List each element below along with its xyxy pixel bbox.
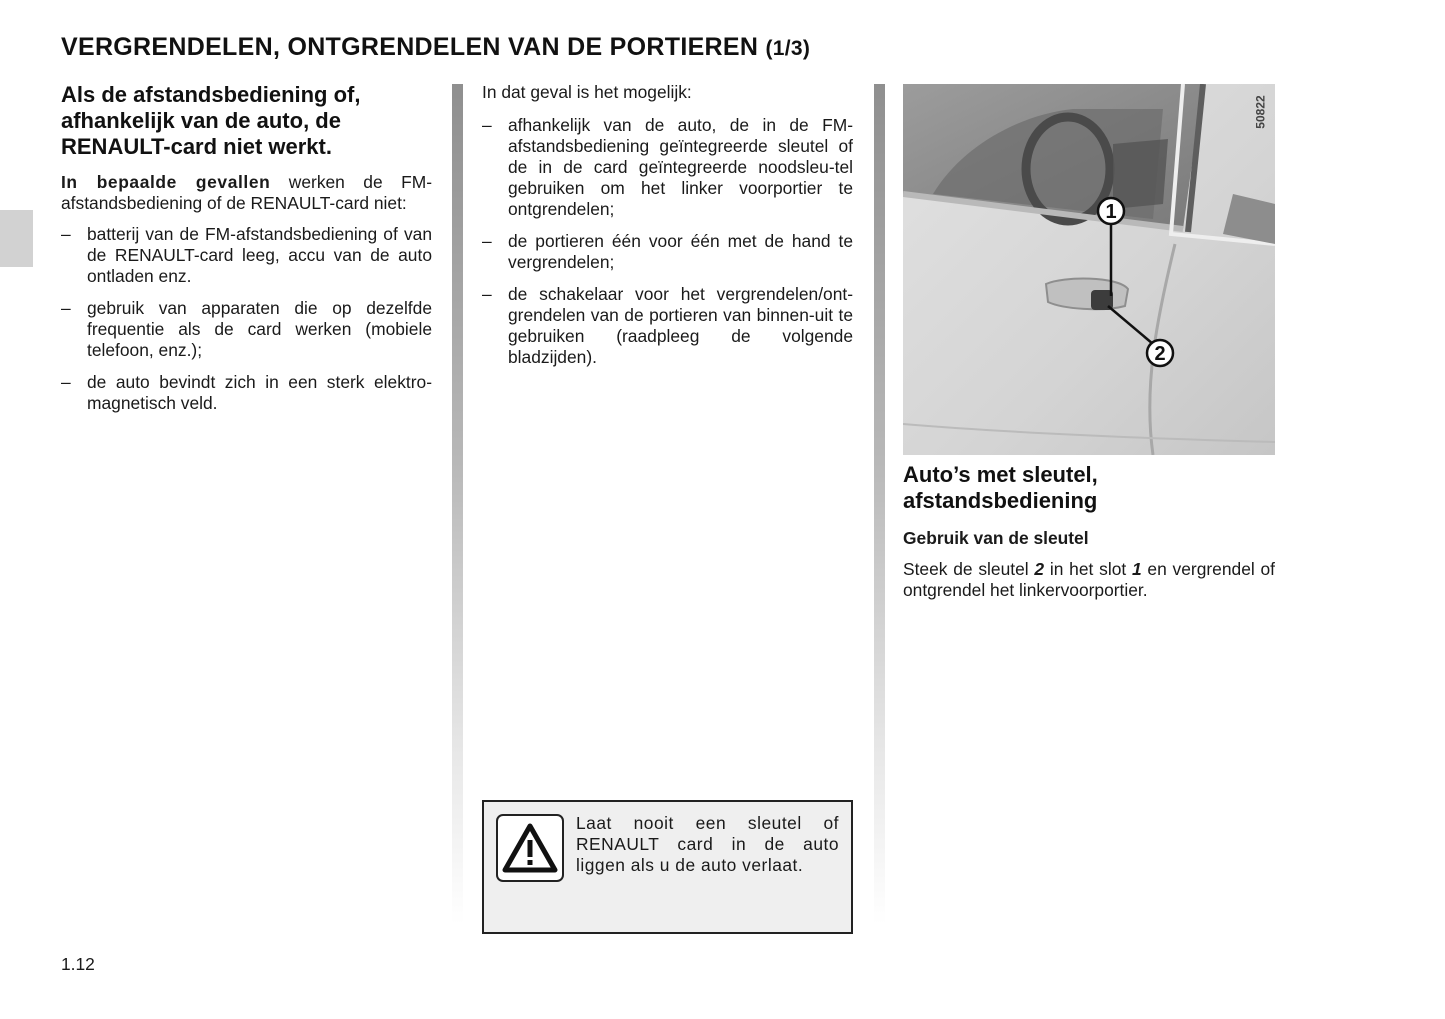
middle-intro: In dat geval is het mogelijk:: [482, 82, 692, 102]
middle-column: [482, 82, 853, 379]
callout-1-label: 1: [1105, 201, 1117, 223]
ref-lock: 1: [1131, 559, 1142, 579]
middle-dash-list: [482, 115, 853, 368]
chapter-side-tab: [0, 210, 33, 267]
list-item: – gebruik van apparaten die op dezelfde frequentie als de card werken (mobiele telefoon, enz.);: [61, 298, 432, 360]
list-item-text: gebruik van apparaten die op dezelfde frequentie als de card werken (mobiele telefoon, enz.);: [87, 298, 432, 360]
list-item: – batterij van de FM-afstandsbediening of van de RENAULT-card leeg, accu van de auto ontladen enz.: [61, 224, 432, 286]
page-title-text: VERGRENDELEN, ONTGRENDELEN VAN DE PORTIEREN: [61, 33, 759, 61]
callout-2-label: 2: [1154, 343, 1166, 365]
left-section-heading: Als de afstandsbediening of, afhankelijk van de auto, de RENAULT-card niet werkt.: [61, 82, 361, 159]
left-intro-bold: In bepaalde gevallen: [61, 172, 271, 192]
right-section-heading: Auto’s met sleutel, afstandsbediening: [903, 462, 1098, 513]
right-subheading: Gebruik van de sleutel: [903, 528, 1089, 548]
list-item-text: batterij van de FM-afstandsbediening of van de RENAULT-card leeg, accu van de auto ontladen enz.: [87, 224, 432, 286]
left-intro-rest: werken de FM-afstandsbediening of de RENAULT-card niet:: [61, 172, 432, 213]
warning-text: Laat nooit een sleutel of RENAULT card in de auto liggen als u de auto verlaat.: [576, 813, 839, 875]
list-item: – de portieren één voor één met de hand te vergrendelen;: [482, 231, 853, 272]
list-item: – de schakelaar voor het vergrendelen/ont-grendelen van de portieren van binnen-uit te gebruiken (raadpleeg de volgende bladzijden).: [482, 284, 853, 367]
door-lock-illustration: [903, 84, 1275, 455]
right-text-after: en vergrendel of ontgrendel het linkervoorportier.: [903, 559, 1276, 600]
car-door-drawing: [903, 84, 1275, 455]
page-title: [61, 33, 810, 62]
list-item-text: afhankelijk van de auto, de in de FM-afstandsbediening geïntegreerde sleutel of de in de card geïntegreerde noodsleu-tel gebruiken om het linker voorportier te ontgrendelen;: [508, 115, 853, 219]
figure-code-text: 50822: [1254, 95, 1268, 129]
list-item-text: de auto bevindt zich in een sterk elektro-magnetisch veld.: [87, 372, 432, 413]
warning-box: [482, 800, 853, 934]
warning-triangle-icon: [502, 822, 558, 874]
column-divider-left: [452, 84, 463, 924]
right-paragraph: [903, 559, 1275, 601]
right-column: [903, 462, 1275, 612]
page-count: (1/3): [765, 37, 811, 60]
list-item-text: de portieren één voor één met de hand te vergrendelen;: [508, 231, 853, 272]
list-item: – afhankelijk van de auto, de in de FM-afstandsbediening geïntegreerde sleutel of de in de card geïntegreerde noodsleu-tel gebruiken om het linker voorportier te ontgrendelen;: [482, 115, 853, 219]
warning-icon-frame: [496, 814, 564, 882]
list-item-text: de schakelaar voor het vergrendelen/ont-grendelen van de portieren van binnen-uit te gebruiken (raadpleeg de volgende bladzijden).: [508, 284, 853, 367]
column-divider-right: [874, 84, 885, 924]
left-intro-paragraph: [61, 172, 432, 214]
ref-key: 2: [1034, 559, 1045, 579]
page-number: 1.12: [61, 954, 95, 974]
left-column: [61, 82, 432, 425]
left-dash-list: [61, 224, 432, 414]
right-text-middle: in het slot: [1044, 559, 1132, 579]
list-item: – de auto bevindt zich in een sterk elektro-magnetisch veld.: [61, 372, 432, 413]
figure-code: [1247, 90, 1275, 134]
right-text-before: Steek de sleutel: [903, 559, 1035, 579]
